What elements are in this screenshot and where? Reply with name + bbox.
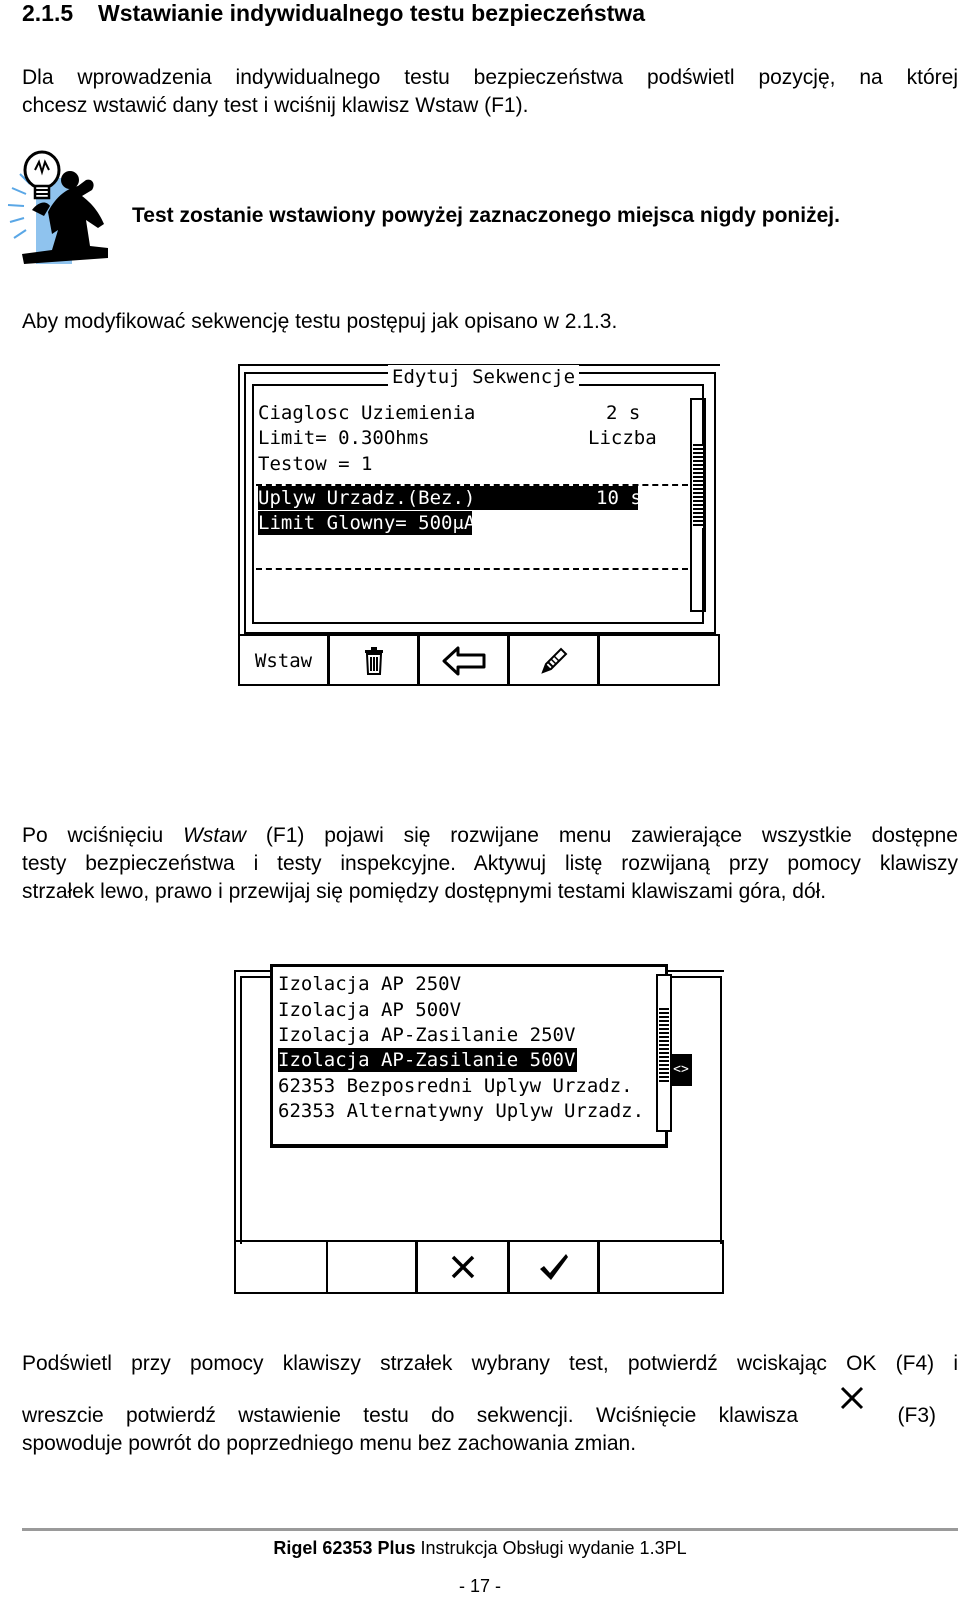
- selected-test-row-2[interactable]: [258, 511, 476, 535]
- intro-line-2: chcesz wstawić dany test i wciśnij klawisz Wstaw (F1).: [22, 94, 529, 117]
- screen-test-list: [234, 964, 724, 1294]
- para3-line-2-pre: wreszcie potwierdź wstawienie testu do sekwencji. Wciśnięcie klawisza: [22, 1404, 798, 1427]
- dropdown-description: [22, 822, 958, 906]
- lightbulb-man-icon: [4, 150, 114, 268]
- cross-icon: [840, 1386, 864, 1410]
- screen-title: Edytuj Sekwencje: [388, 365, 579, 389]
- section-title: Wstawianie indywidualnego testu bezpieczeństwa: [98, 0, 645, 26]
- back-button[interactable]: [420, 636, 510, 686]
- seq-row-1-right: 2 s: [606, 402, 641, 424]
- softkey-f2-empty[interactable]: [328, 1242, 418, 1292]
- modify-note-text: Aby modyfikować sekwencję testu postępuj jak opisano w 2.1.3.: [22, 310, 618, 333]
- footer-product: Rigel 62353 Plus: [273, 1538, 416, 1558]
- ok-button[interactable]: [510, 1242, 600, 1292]
- para2-line-1: [22, 822, 958, 850]
- seq-row-1-left: Ciaglosc Uziemienia: [258, 402, 476, 424]
- para2-line-1-post: (F1) pojawi się rozwijane menu zawierające wszystkie dostępne: [246, 824, 958, 847]
- test-item-3[interactable]: Izolacja AP-Zasilanie 250V: [278, 1024, 576, 1046]
- seq-row-2-right: Liczba: [588, 427, 657, 449]
- confirm-description: [22, 1350, 958, 1378]
- screen-edit-sequence: [238, 364, 720, 686]
- edit-button[interactable]: [510, 636, 600, 686]
- para3-line-1: Podświetl przy pomocy klawiszy strzałek wybrany test, potwierdź wciskając OK (F4) i: [22, 1352, 958, 1375]
- tip-text: Test zostanie wstawiony powyżej zaznaczonego miejsca nigdy poniżej.: [132, 204, 840, 227]
- para3-line-3-wrap: [22, 1430, 958, 1458]
- para3-line-2: [22, 1402, 958, 1430]
- insert-button[interactable]: [240, 636, 330, 686]
- softkey-bar: [238, 634, 720, 686]
- list-scrollbar-thumb[interactable]: [659, 1008, 669, 1084]
- para3-line-2-post: (F3): [897, 1404, 936, 1427]
- delete-button[interactable]: [330, 636, 420, 686]
- sel-row-1-right: 10 s: [596, 487, 642, 509]
- para3-line-3: spowoduje powrót do poprzedniego menu bez zachowania zmian.: [22, 1432, 637, 1455]
- section-heading: [22, 0, 645, 27]
- back-arrow-icon: [442, 646, 486, 676]
- page-number: - 17 -: [458, 1576, 501, 1596]
- para2-line-1-pre: Po wciśnięciu: [22, 824, 184, 847]
- softkey-f1-empty[interactable]: [236, 1242, 328, 1292]
- seq-row-3-left: Testow = 1: [258, 453, 373, 475]
- footer-divider: [22, 1528, 958, 1531]
- trash-icon: [363, 647, 385, 675]
- cancel-button[interactable]: [418, 1242, 510, 1292]
- scrollbar[interactable]: [690, 398, 706, 612]
- para2-line-3: strzałek lewo, prawo i przewijaj się pomiędzy dostępnymi testami klawiszami góra, dół.: [22, 880, 827, 903]
- pencil-icon: [539, 646, 569, 676]
- test-item-6[interactable]: 62353 Alternatywny Uplyw Urzadz.: [278, 1100, 645, 1122]
- sel-row-1-left: Uplyw Urzadz.(Bez.): [258, 487, 476, 509]
- modify-note: [22, 308, 958, 336]
- test-item-4-selected[interactable]: Izolacja AP-Zasilanie 500V: [278, 1049, 576, 1071]
- insert-button-label: Wstaw: [254, 650, 313, 672]
- footer-title: [0, 1538, 960, 1559]
- selected-test-row[interactable]: [258, 486, 642, 510]
- list-scrollbar[interactable]: [656, 974, 672, 1132]
- test-item-1[interactable]: Izolacja AP 250V: [278, 973, 462, 995]
- side-tab-marker: <>: [670, 1054, 692, 1086]
- scrollbar-thumb[interactable]: [693, 444, 703, 528]
- sel-row-2-left: Limit Glowny= 500μA: [258, 512, 476, 534]
- test-item-2[interactable]: Izolacja AP 500V: [278, 999, 462, 1021]
- footer-doc: Instrukcja Obsługi wydanie 1.3PL: [415, 1538, 687, 1558]
- test-item-5[interactable]: 62353 Bezposredni Uplyw Urzadz.: [278, 1075, 633, 1097]
- cross-icon: [450, 1254, 476, 1280]
- intro-paragraph: [22, 64, 958, 120]
- softkey-bar-2: [234, 1240, 724, 1294]
- para2-line-2: testy bezpieczeństwa i testy inspekcyjne. Aktywuj listę rozwijaną przy pomocy klawiszy: [22, 852, 958, 875]
- para2-line-1-em: Wstaw: [183, 824, 247, 847]
- intro-line-1: Dla wprowadzenia indywidualnego testu bezpieczeństwa podświetl pozycję, na której: [22, 66, 958, 89]
- section-number: 2.1.5: [22, 0, 74, 26]
- check-icon: [537, 1252, 571, 1282]
- seq-row-2-left: Limit= 0.30Ohms: [258, 427, 430, 449]
